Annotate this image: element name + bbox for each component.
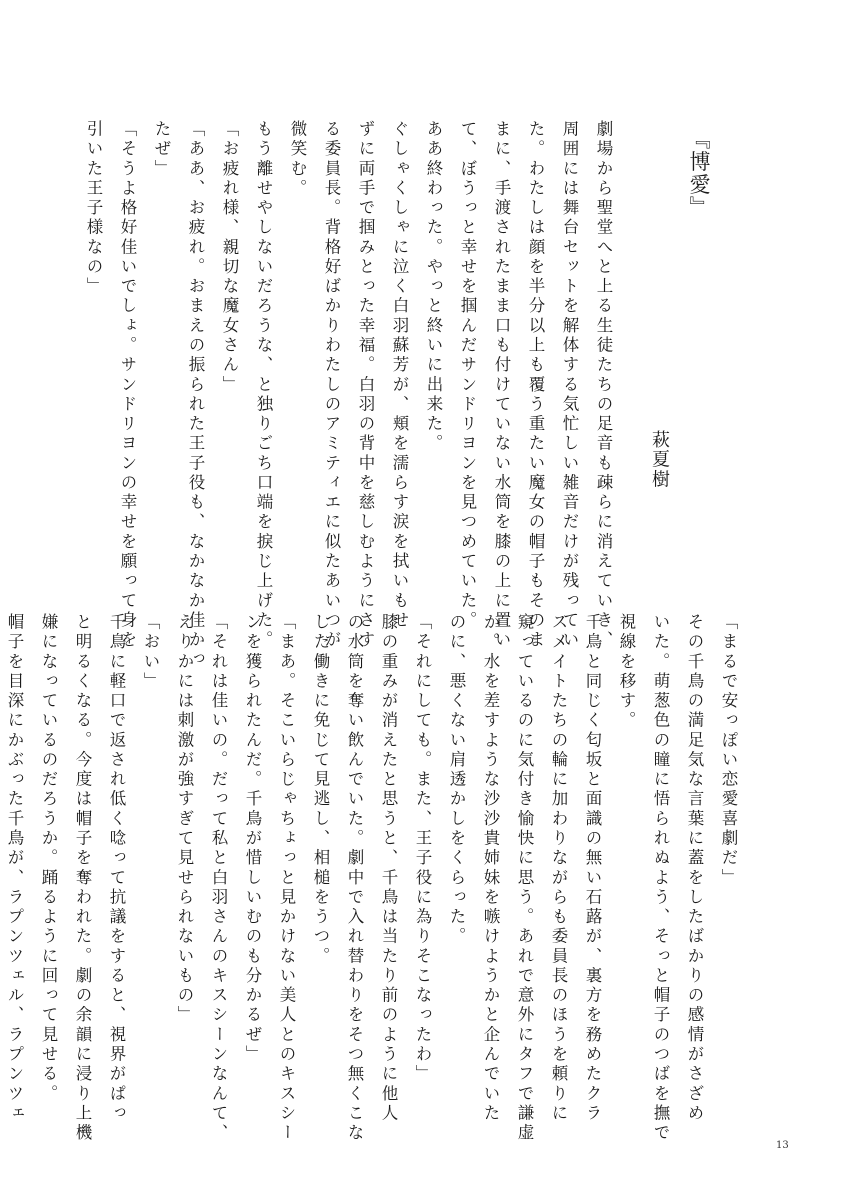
page-number: 13 [776,1140,789,1151]
author-name: 萩夏樹 [649,430,670,490]
text-line: まに、手渡されたまま口も付けていない水筒を膝の上に置い [492,120,511,651]
text-line: 帽子を目深にかぶった千鳥が、ラプンツェル、ラプンツェ [5,613,24,1124]
text-line: 「それにしても。また、王子役に為りそこなったわ」 [413,613,432,1085]
text-line: か。水を差すような沙沙貴姉妹を嗾けようかと企んでいた [481,613,500,1124]
text-line: の水筒を奪い飲んでいた。劇中で入れ替わりをそつ無くこな [345,613,364,1144]
text-line: その千鳥の満足気な言葉に蓋をしたばかりの感情がさざめ [685,613,704,1124]
story-title: 『博愛』 [687,128,711,219]
text-line: て、ぼうっと幸せを掴んだサンドリヨンを見つめていた。 [458,120,477,631]
text-line: 視線を移す。 [617,613,636,731]
text-line: 嫌になっているのだろうか。踊るように回って見せる。 [39,613,58,1104]
text-line: 「それは佳いの。だって私と白羽さんのキスシーンなんて、 [209,613,228,1144]
text-line: 劇場から聖堂へと上る生徒たちの足音も疎らに消えていき、 [594,120,613,651]
text-line: 引いた王子様なの」 [84,120,103,297]
text-line: もう離せやしないだろうな、と独りごち口端を捩じ上げた。 [254,120,273,651]
text-line: 「ああ、お疲れ。おまえの振られた王子役も、なかなか佳かっ [186,120,205,670]
text-line: ずに両手で掴みとった幸福。白羽の背中を慈しむようにさす [356,120,375,651]
text-line: 「そうよ格好佳いでしょ。サンドリヨンの幸せを願って身を [118,120,137,651]
text-line: 「おい」 [141,613,160,692]
text-line: のに、悪くない肩透かしをくらった。 [447,613,466,947]
text-line: る委員長。背格好ばかりわたしのアミティエに似たあいつが [322,120,341,651]
text-line: と明るくなる。今度は帽子を奪われた。劇の余韻に浸り上機 [73,613,92,1144]
text-line: 千鳥に軽口で返され低く唸って抗議をすると、視界がぱっ [107,613,126,1124]
text-line: した働きに免じて見逃し、相槌をうつ。 [311,613,330,967]
lower-text-block [5,613,745,1144]
text-line: 膝の重みが消えたと思うと、千鳥は当たり前のように他人 [379,613,398,1124]
text-line: いた。萌葱色の瞳に悟られぬよう、そっと帽子のつばを撫で [651,613,670,1144]
text-line: たぜ」 [152,120,171,179]
text-line: ああ終わった。やっと終いに出来た。 [424,120,443,454]
text-line: 千鳥と同じく匂坂と面識の無い石蕗が、裏方を務めたクラ [583,613,602,1124]
text-line: ぐしゃくしゃに泣く白羽蘇芳が、頬を濡らす涙を拭いもせ [390,120,409,631]
text-line: た。わたしは顔を半分以上も覆う重たい魔女の帽子もそのま [526,120,545,651]
text-line: 「まあ。そこいらじゃちょっと見かけない美人とのキスシー [277,613,296,1144]
text-line: 「お疲れ様、親切な魔女さん」 [220,120,239,395]
text-line: 「まるで安っぽい恋愛喜劇だ」 [719,613,738,888]
text-line: スメイトたちの輪に加わりながらも委員長のほうを頼りに [549,613,568,1124]
text-line: えりかには刺激が強すぎて見せられないもの」 [175,613,194,1026]
text-line: 周囲には舞台セットを解体する気忙しい雑音だけが残ってい [560,120,579,651]
text-line: 窺っているのに気付き愉快に思う。あれで意外にタフで謙虚 [515,613,534,1144]
text-line: 微笑む。 [288,120,307,199]
text-line: ンを獲られたんだ。千鳥が惜しいむのも分かるぜ」 [243,613,262,1065]
